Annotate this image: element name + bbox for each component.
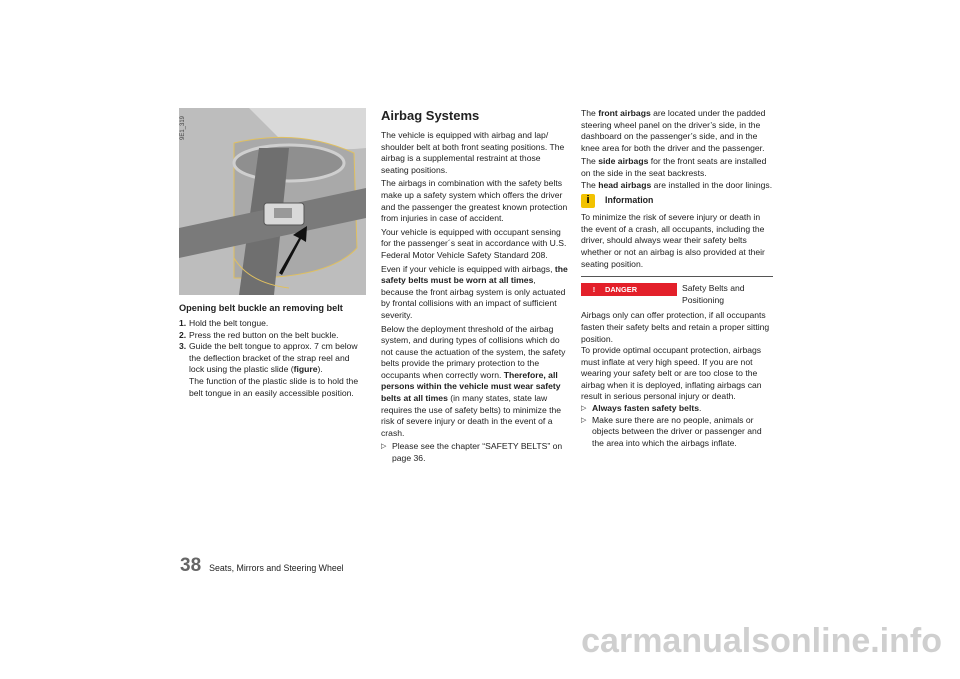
page-footer bbox=[180, 555, 344, 577]
figure-id-label: 9E1_319 bbox=[180, 115, 186, 140]
list-item: ▷ Make sure there are no people, animals or objects between the driver or passenger and the area into which the airbags inflate. bbox=[581, 414, 762, 448]
triangle-bullet-icon: ▷ bbox=[381, 443, 387, 451]
list-item bbox=[381, 441, 569, 464]
list-item: 2. Press the red button on the belt buckle. bbox=[179, 329, 339, 340]
paragraph: The airbags in combination with the safety belts make up a safety system which offers the driver and the passenger the greatest known protection from injuries in case of accident. bbox=[381, 178, 568, 224]
seat-belt-figure bbox=[179, 108, 366, 295]
warning-icon: ! bbox=[592, 284, 596, 294]
triangle-bullet-icon: ▷ bbox=[581, 405, 587, 413]
danger-badge: ! DANGER bbox=[581, 283, 677, 296]
paragraph: The side airbags for the front seats are installed on the side in the seat backrests. bbox=[581, 156, 767, 178]
list-item: 1. Hold the belt tongue. bbox=[179, 318, 269, 328]
information-label: Information bbox=[605, 195, 654, 206]
danger-notice bbox=[581, 283, 773, 306]
paragraph: Below the deployment threshold of the airbag system, and during types of collisions which do not cause the actuation of the system, the safety belts provide the primary protection to the occupants when correctly worn. Therefore, all persons within the vehicle must wear safety belts at all times (in many states, state law requires the use of safety belts) to minimize the risk of severe injury or death in the event of a crash. bbox=[381, 323, 566, 438]
paragraph: Airbags only can offer protection, if all occupants fasten their safety belts and retain a proper sitting position. bbox=[581, 310, 770, 344]
paragraph: The head airbags are installed in the door linings. bbox=[581, 179, 773, 190]
seat-belt-illustration bbox=[179, 108, 366, 295]
page-reference: Please see the chapter “SAFETY BELTS” on page 36. bbox=[392, 441, 563, 464]
information-heading bbox=[581, 194, 773, 208]
paragraph: To provide optimal occupant protection, airbags must inflate at very high speed. If you are not wearing your safety belt or are too close to the airbag when it is deployed, inflating airbags can result in serious personal injury or death. bbox=[581, 345, 762, 402]
list-item: ▷ Always fasten safety belts. bbox=[581, 403, 702, 414]
paragraph: Your vehicle is equipped with occupant sensing for the passenger´s seat in accordance with U.S. Federal Motor Vehicle Safety Standard 208. bbox=[381, 226, 567, 260]
information-text: To minimize the risk of severe injury or death in the event of a crash, all occupants, including the driver, should always wear their safety belts whether or not an airbag is also provided at their seating position. bbox=[581, 212, 765, 269]
paragraph: The vehicle is equipped with airbag and lap/ shoulder belt at both front seating positions. The airbag is a supplemental restraint at those seating positions. bbox=[381, 130, 565, 175]
paragraph: Even if your vehicle is equipped with airbags, the safety belts must be worn at all times, because the front airbag system is only actuated by frontal collisions with an impact of sufficient severity. bbox=[381, 263, 568, 320]
paragraph: The front airbags are located under the padded steering wheel panel on the driver’s side, in the dashboard on the passenger’s side, and in the knee area for both the driver and the passenger. bbox=[581, 108, 766, 153]
list-item: 3. Guide the belt tongue to approx. 7 cm below the deflection bracket of the strap reel and lock using the plastic slide (figure). The function of the plastic slide is to hold the belt tongue in an easily accessible position. bbox=[179, 341, 359, 398]
airbag-heading: Airbag Systems bbox=[381, 108, 480, 123]
divider bbox=[581, 276, 773, 277]
belt-section-heading: Opening belt buckle an removing belt bbox=[179, 303, 343, 313]
section-title: Seats, Mirrors and Steering Wheel bbox=[209, 563, 344, 573]
danger-title: Safety Belts and Positioning bbox=[682, 283, 745, 305]
steps-list bbox=[179, 318, 367, 399]
column-right bbox=[581, 108, 773, 449]
column-left bbox=[179, 108, 367, 399]
column-middle bbox=[381, 108, 569, 465]
information-icon: i bbox=[581, 194, 595, 208]
watermark: carmanualsonline.info bbox=[581, 622, 942, 660]
page-number: 38 bbox=[180, 555, 202, 576]
triangle-bullet-icon: ▷ bbox=[581, 416, 587, 424]
